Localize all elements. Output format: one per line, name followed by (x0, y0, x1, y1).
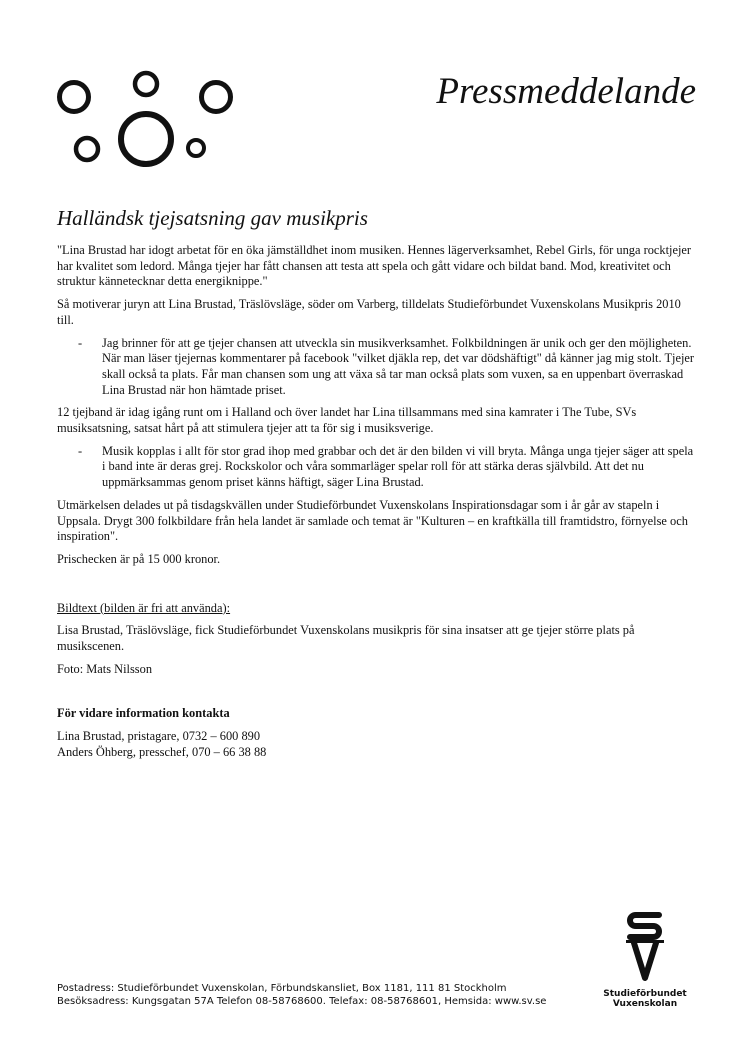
footer-postal-address: Postadress: Studieförbundet Vuxenskolan, Förbundskansliet, Box 1181, 111 81 Stockholm (57, 983, 507, 994)
footer-visiting-address: Besöksadress: Kungsgatan 57A Telefon 08-58768600. Telefax: 08-58768601, Hemsida: www.sv.se (57, 995, 547, 1007)
sv-logo-line2: Vuxenskolan (612, 999, 678, 1009)
quote-item (57, 336, 697, 399)
contact-heading: För vidare information kontakta (57, 706, 230, 721)
article-headline: Halländsk tjejsatsning gav musikpris (57, 206, 368, 230)
caption-heading: Bildtext (bilden är fri att använda): (57, 600, 231, 615)
photo-credit: Foto: Mats Nilsson (57, 661, 153, 676)
quote-item (57, 444, 697, 491)
quote-list (57, 444, 697, 491)
dash-bullet: - (78, 335, 83, 350)
quote-text: Musik kopplas i allt för stor grad ihop med grabbar och det är den bilden vi vill bryta. Många unga tjejer säger att spela i band inte är deras grej. Rockskolor och våra sommarläger spelar roll för att stärka deras självbild. Att det nu uppmärksammas genom priset känns häftigt, säger Lina Brustad. (102, 443, 694, 490)
caption-text: Lisa Brustad, Träslövsläge, fick Studieförbundet Vuxenskolans musikpris för sina insatser att ge tjejer större plats på musikscenen. (57, 623, 635, 654)
dash-bullet: - (78, 443, 83, 458)
circles-logo-icon (54, 66, 234, 170)
contact-line: Lina Brustad, pristagare, 0732 – 600 890 (57, 729, 261, 744)
jury-quote-paragraph: "Lina Brustad har idogt arbetat för en öka jämställdhet inom musiken. Hennes lägerverksamhet, Rebel Girls, för unga rocktjejer har kvalitet som ledord. Många tjejer har fått chansen att testa att spela och gått vidare och bildat band. Mod, kreativitet och struktur kännetecknar detta energiknippe." (57, 243, 692, 289)
contact-line: Anders Öhberg, presschef, 070 – 66 38 88 (57, 744, 267, 759)
sv-logo-icon (592, 906, 698, 1010)
sv-logo-line1: Studieförbundet (603, 989, 687, 999)
bands-paragraph: 12 tjejband är idag igång runt om i Halland och över landet har Lina tillsammans med sina kamrater i The Tube, SVs musiksatsning, satsat hårt på att stimulera tjejer att ta för sig i musiksverige. (57, 405, 637, 436)
quote-list (57, 336, 697, 399)
article-body (57, 205, 697, 761)
award-paragraph: Utmärkelsen delades ut på tisdagskvällen under Studieförbundet Vuxenskolans Inspirationsdagar som i år går av stapeln i Uppsala. Drygt 300 folkbildare från hela landet är samlade och temat är "Kulturen – en kraftkälla till framtidstro, förnyelse och inspiration". (57, 497, 688, 544)
quote-text: Jag brinner för att ge tjejer chansen att utveckla sin musikverksamhet. Folkbildningen är unik och ger den möjligheten. När man läser tjejernas kommentarer på facebook "vilket djäkla rep, det var dödshäftigt" då känner jag mig stolt. Tjejer skall också ta plats. Får man chansen som ung att växa så tar man också plats som vuxen, sa en uppenbart överraskad Lina Brustad när hon hämtade priset. (102, 335, 695, 397)
footer (57, 983, 597, 1008)
press-release-title: Pressmeddelande (436, 71, 696, 112)
prize-paragraph: Prischecken är på 15 000 kronor. (57, 551, 221, 566)
motivation-paragraph: Så motiverar juryn att Lina Brustad, Träslövsläge, söder om Varberg, tilldelats Studieförbundet Vuxenskolans Musikpris 2010 till. (57, 297, 681, 327)
